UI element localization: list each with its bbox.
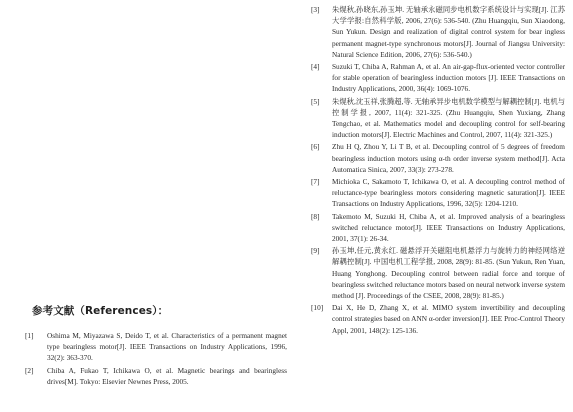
- reference-number: [1]: [25, 331, 34, 340]
- reference-item: [311, 302, 565, 336]
- reference-text: 孙玉坤,任元,黄永红. 磁悬浮开关磁阻电机悬浮力与旋转力的神经网络逆解耦控制[J]. 中国电机工程学报, 2008, 28(9): 81-85. (Sun Yukun, Ren Yuan, Huang Yonghong. Decoupling control between radial force and torque of bearingless switched reluctance motors based on neural network inverse system method [J]. Proceedings of the CSEE, 2008, 28(9): 81-85.): [332, 246, 565, 301]
- right-column: [311, 4, 565, 337]
- reference-item: [25, 330, 287, 364]
- reference-number: [3]: [311, 5, 320, 14]
- reference-number: [2]: [25, 365, 34, 375]
- reference-number: [10]: [311, 303, 324, 313]
- reference-item: [311, 141, 565, 175]
- reference-item: [311, 96, 565, 141]
- reference-item: [25, 365, 287, 387]
- reference-item: [311, 245, 565, 301]
- reference-text: 朱熀秋,孙晓东,孙玉坤. 无轴承永磁同步电机数字系统设计与实现[J]. 江苏大学学报:自然科学版, 2006, 27(6): 536-540. (Zhu Huangqiu, Sun Xiaodong, Sun Yukun. Design and realization of digital control system for bear ingless permanent magnet-type synchronous motors[J]. Journal of Jiangsu University: Natural Science Edition, 2006, 27(6): 536-540.): [332, 5, 565, 59]
- reference-text: 朱熀秋,沈玉祥,张腾超,等. 无轴承异步电机数学模型与解耦控制[J]. 电机与控制学报, 2007, 11(4): 321-325. (Zhu Huangqiu, Shen Yuxiang, Zhang Tengchao, et al. Mathematics model and decoupling control for self-bearing induction motors[J]. Electric Machines and Control, 2007, 11(4): 321-325.): [332, 96, 565, 140]
- reference-number: [5]: [311, 96, 320, 106]
- reference-number: [7]: [311, 177, 320, 187]
- reference-text: Suzuki T, Chiba A, Rahman A, et al. An air-gap-flux-oriented vector controller for stable operation of bearingless induction motors [J]. IEEE Transactions on Industry Applications, 2000, 36(4): 1069-1076.: [332, 62, 565, 94]
- reference-item: [311, 61, 565, 95]
- reference-number: [8]: [311, 211, 320, 221]
- reference-number: [4]: [311, 62, 320, 72]
- reference-text: Takemoto M, Suzuki H, Chiba A, et al. Improved analysis of a bearingless switched reluctance motor[J]. IEEE Transactions on Industry Applications, 2001, 37(1): 26-34.: [332, 211, 565, 244]
- left-column: [25, 303, 287, 388]
- reference-text: Zhu H Q, Zhou Y, Li T B, et al. Decoupling control of 5 degrees of freedom bearingless induction motors using α-th order inverse system method[J]. Acta Automatica Sinica, 2007, 33(3): 273-278.: [332, 142, 565, 174]
- references-heading: 参考文献（References）：: [32, 305, 169, 317]
- reference-text: Dai X, He D, Zhang X, et al. MIMO system invertibility and decoupling control strategies based on ANN α-order inversion[J]. IEE Proc-Control Theory Appl, 2001, 148(2): 125-136.: [332, 303, 565, 335]
- reference-number: [9]: [311, 246, 320, 256]
- reference-item: [311, 4, 565, 60]
- reference-text: Michioka C, Sakamoto T, Ichikawa O, et al. A decoupling control method of reluctance-type bearingless motors considering magnetic saturation[J]. IEEE Transactions on Industry Applications, 1996, 32(5): 1204-1210.: [332, 177, 565, 209]
- reference-text: Oshima M, Miyazawa S, Deido T, et al. Characteristics of a permanent magnet type bearingless motor[J]. IEEE Transactions on Industry Applications, 1996, 32(2): 363-370.: [47, 331, 287, 363]
- reference-item: [311, 211, 565, 245]
- reference-item: [311, 176, 565, 210]
- reference-number: [6]: [311, 142, 320, 152]
- reference-text: Chiba A, Fukao T, Ichikawa O, et al. Magnetic bearings and bearingless drives[M]. Tokyo: Elsevier Newnes Press, 2005.: [47, 365, 287, 386]
